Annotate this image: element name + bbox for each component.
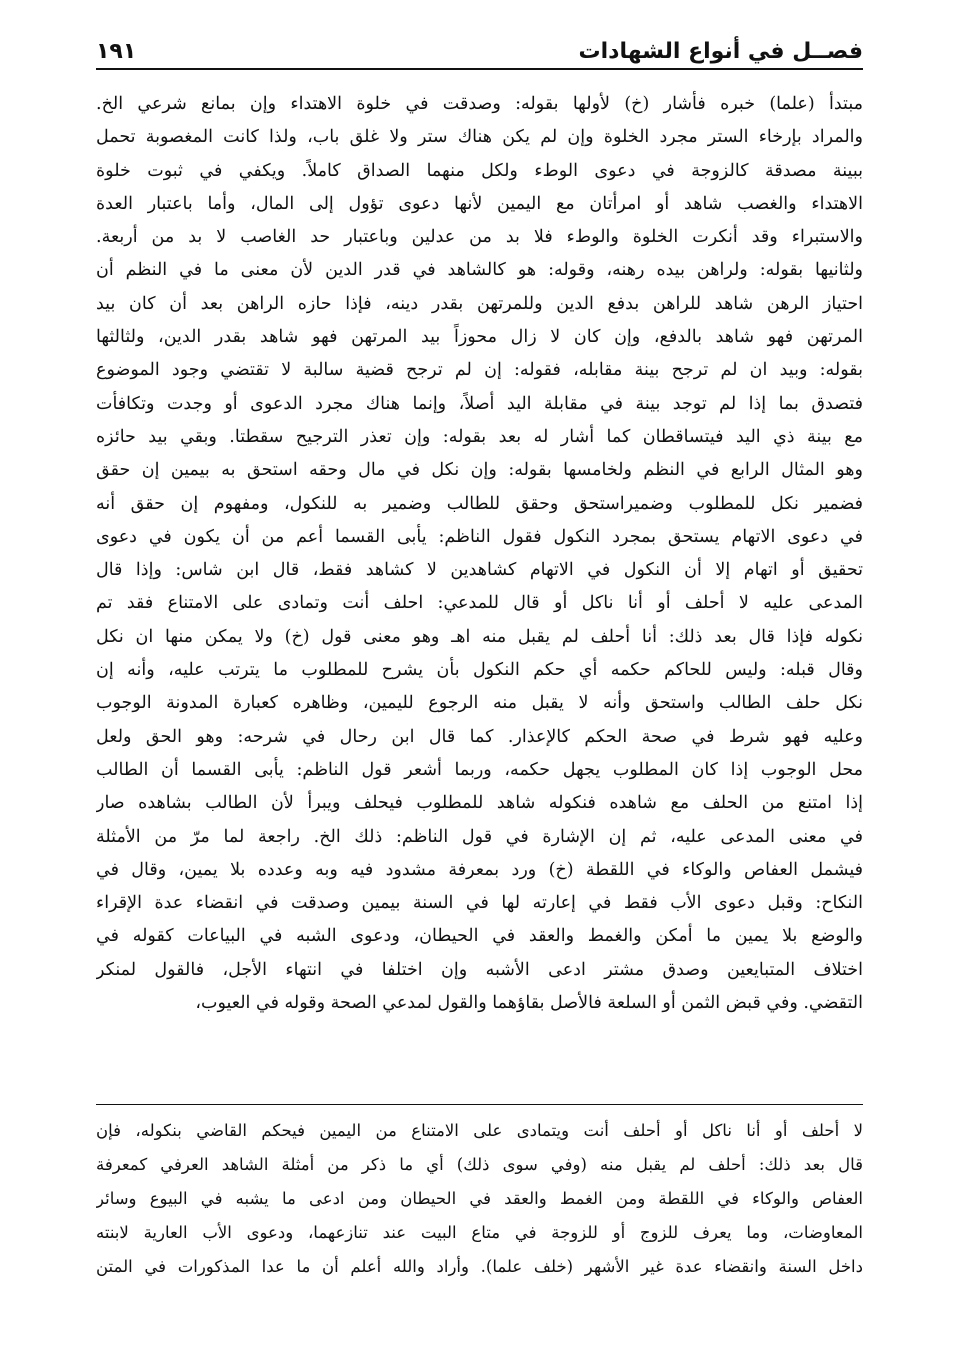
- text-line: احتياز الرهن شاهد للراهن بدفع الدين وللمرتهن بقدر دينه، فإذا حازه الراهن بعد أن كان بيد: [96, 293, 863, 314]
- footnote-line: قال بعد ذلك: أحلف لم يقبل منه (وفي سوى ذلك) أي ما ذكر من أمثلة الشاهد العرفي كمعرفة: [96, 1155, 863, 1174]
- footnote-line: المعاوضات، وما يعرف للزوج أو للزوجة في متاع البيت عند تنازعهما، ودعوى الأب العارية لابنته: [96, 1223, 863, 1242]
- footnote-text: [96, 1114, 863, 1284]
- text-line: الاهتداء والغصب شاهد أو امرأتان مع اليمين لأنها دعوى تؤول إلى المال، وأما باعتبار العدة: [96, 193, 863, 214]
- text-line: فيشمل العفاص والوكاء في اللقطة (خ) ورد بمعرفة مشدود فيه وبه وعدده بلا يمين، وقال في: [96, 859, 863, 880]
- page-header: [96, 28, 863, 70]
- text-line: في معنى المدعى عليه، ثم إن الإشارة في قول الناظم: ذلك الخ. راجعة لما مرّ من الأمثلة: [96, 826, 863, 847]
- footnote-line: العفاص والوكاء في اللقطة ومن الغمط والعقد في الحيطان ومن ادعى ما يشبه في البيوع وسائر: [96, 1189, 863, 1208]
- text-line: نكوله فإذا قال بعد ذلك: أنا أحلف لم يقبل منه اهـ وهو معنى قول (خ) ولا يمكن منها ان نكل: [96, 626, 863, 647]
- running-head: فصــل في أنواع الشهادات: [578, 39, 863, 64]
- main-text: [96, 88, 863, 1020]
- text-line: اختلاف المتبايعين وصدق مشتر ادعى الأشبه وإن اختلفا في انتهاء الأجل، فالقول لمنكر: [96, 959, 863, 980]
- text-line: محل الوجوب إذا كان المطلوب يجهل حكمه، وربما أشعر قول الناظم: يأبى القسما أن الطالب: [96, 759, 863, 780]
- text-line: وقال قبله: وليس للحاكم حكمه أي حكم النكول بأن يشرح للمطلوب ما يترتب عليه، وأنه إن: [96, 660, 863, 681]
- text-line: وهو المثال الرابع في النظم ولخامسها بقوله: وإن نكل في مال وحقه استحق به بيمين إن حقق: [96, 460, 863, 481]
- footnote-divider: [96, 1104, 863, 1105]
- text-line: التقضي. وفي قبض الثمن أو السلعة فالأصل بقاؤهما والقول لمدعي الصحة وقوله في العيوب،: [195, 993, 863, 1014]
- text-line: المرتهن فهو شاهد بالدفع، وإن كان لا زال محوزاً بيد المرتهن فهو شاهد بقدر الدين، ولثالثها: [96, 327, 863, 348]
- text-line: والاستبراء وقد أنكرت الخلوة والوطء فلا بد من عدلين وباعتبار حد الغاصب لا بد من أربعة.: [96, 227, 863, 248]
- text-line: النكاح: وقبل دعوى الأب فقط في إعارته لها في السنة بيمين وصدقت في انقضاء عدة الإقراء: [96, 893, 863, 914]
- text-line: مبتدأ (علما) خبره فأشار (خ) لأولها بقوله: وصدقت في خلوة الاهتداء وإن بمانع شرعي الخ.: [96, 94, 863, 114]
- page-number: ١٩١: [96, 39, 137, 64]
- text-line: فتصدق بما إذا لم توجد بينة في مقابلة اليد أصلاً، وإنما هناك مجرد الدعوى أو وجدت وتكافأت: [96, 393, 863, 414]
- text-line: والوضع بلا يمين ما أمكن والغمط والعقد في الحيطان، ودعوى الشبه في البياعات كقوله في: [96, 926, 863, 947]
- text-line: إذا امتنع من الحلف مع شاهده فنكوله شاهد للمطلوب فيحلف ويبرأ لأن الطالب بشاهده صار: [96, 793, 863, 814]
- text-line: بقوله: وبيد ان لم ترجح بينة مقابله، فقوله: إن لم ترجح قضية سالبة لا تقتضي وجود الموضوع: [96, 360, 863, 381]
- text-line: وعليه فهو شرط في صحة الحكم كالإعذار. كما قال ابن رحال في شرحه: وهو الحق ولعل: [96, 726, 863, 747]
- text-line: المدعى عليه لا أحلف أو أنا ناكل أو قال للمدعي: احلف أنت وتمادى على الامتناع فقد تم: [96, 593, 863, 614]
- text-line: ولثانيها بقوله: ولراهن بيده رهنه، وقوله: هو كالشاهد في قدر الدين لأن معنى ما في النظم أن: [96, 260, 863, 281]
- footnote-line: داخل السنة وانقضاء عدة غير الأشهر (خلف علما). وأراد والله أعلم أن ما عدا المذكورات في المتن: [96, 1257, 863, 1276]
- footnote-line: لا أحلف أو أنا ناكل أو أحلف أنت ويتمادى على الامتناع من اليمين فيحكم القاضي بنكوله، فإن: [96, 1121, 863, 1140]
- text-line: مع بينة ذي اليد فيتساقطان كما أشار له بعد بقوله: وإن تعذر الترجيح سقطتا. وبقي بيد حائزه: [96, 426, 863, 447]
- text-line: في دعوى الاتهام يستحق بمجرد النكول فقول الناظم: يأبى القسما أعم من أن يكون في دعوى: [96, 526, 863, 547]
- text-line: تحقيق أو اتهام إلا أن النكول في الاتهام كشاهدين لا كشاهد فقط، قال ابن شاس: وإذا قال: [96, 560, 863, 581]
- text-line: ببينة مصدقة كالزوجة في دعوى الوطء ولكل منهما الصداق كاملاً. ويكفي في ثبوت خلوة: [96, 160, 863, 181]
- text-line: فضمير نكل للمطلوب وضميراستحق وحقق للطالب وضمير به للنكول، ومفهوم إن حقق أنه: [96, 493, 863, 514]
- text-line: والمراد بإرخاء الستر مجرد الخلوة وإن لم يكن هناك ستر ولا غلق باب، ولذا كانت المغصوبة تحمل: [96, 127, 863, 148]
- text-line: نكل حلف الطالب واستحق وأنه لا يقبل منه الرجوع لليمين، وظاهره كعبارة المدونة الوجوب: [96, 693, 863, 714]
